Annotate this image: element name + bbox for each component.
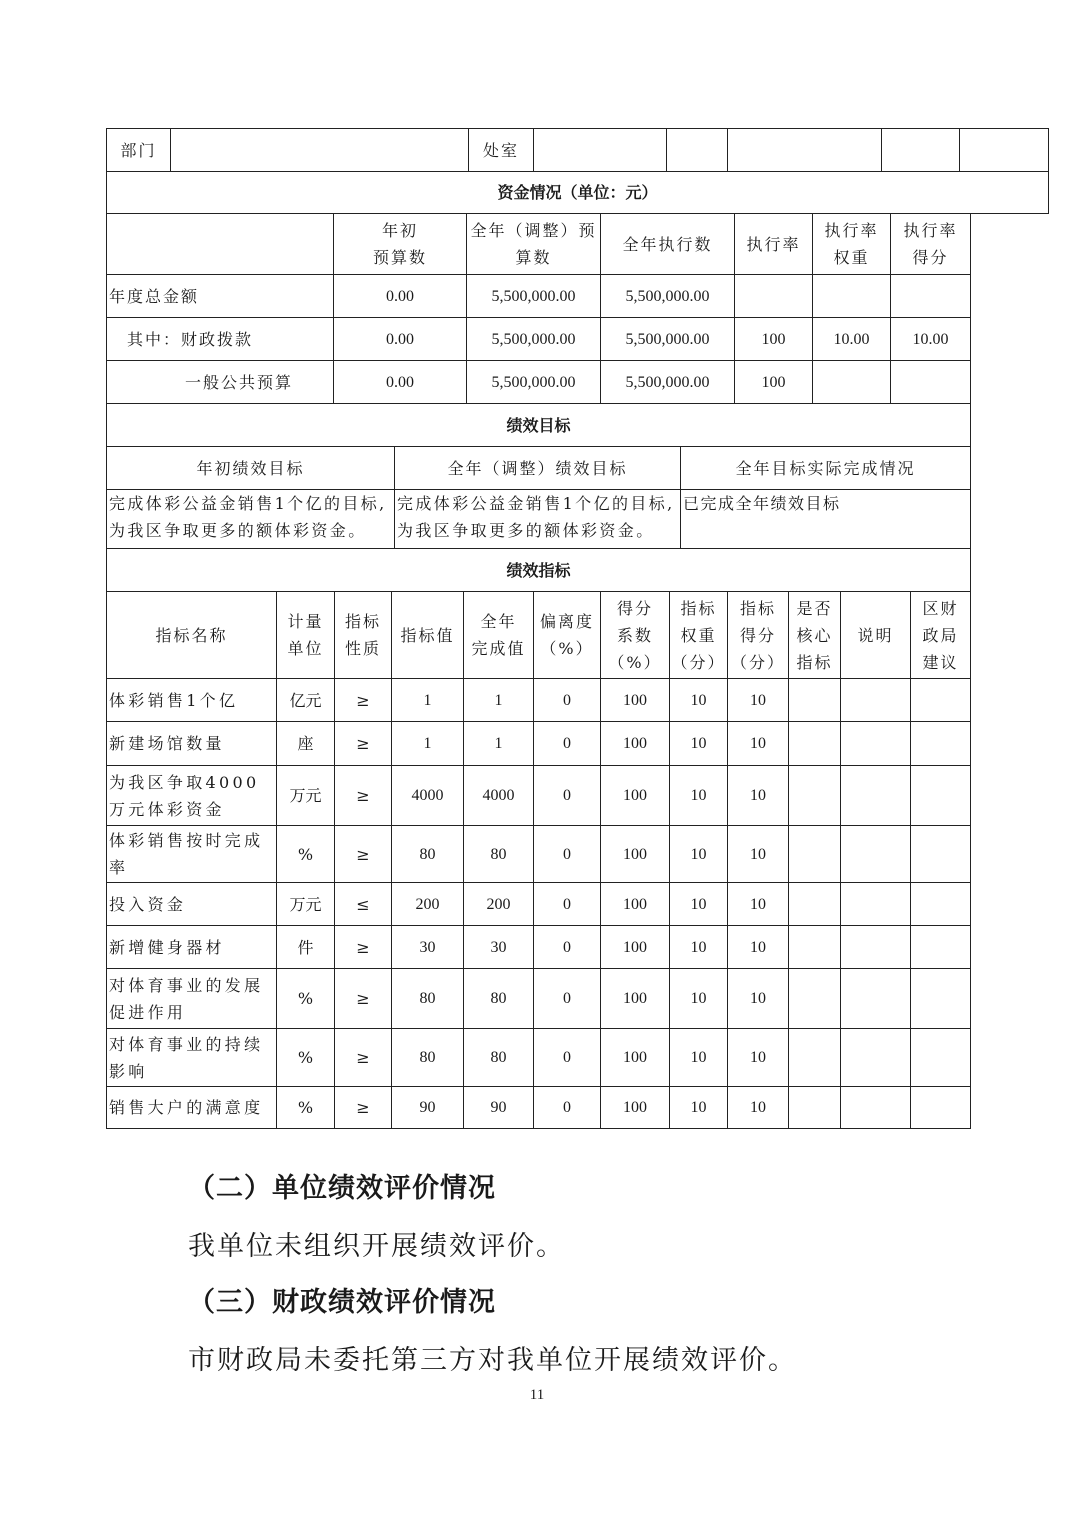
indicator-target: 90 [392, 1087, 464, 1129]
header-bureau: 区财 政局 建议 [911, 592, 971, 679]
indicator-note [841, 679, 911, 722]
indicator-actual: 80 [464, 826, 534, 883]
indicator-unit: 万元 [277, 883, 335, 926]
funds-executed: 5,500,000.00 [601, 361, 735, 404]
dept-label: 部门 [107, 129, 171, 172]
header-name: 指标名称 [107, 592, 277, 679]
indicator-nature: ≥ [335, 722, 392, 766]
indicator-coef: 100 [601, 883, 670, 926]
indicator-deviation: 0 [534, 883, 601, 926]
indicator-bureau [911, 926, 971, 969]
header-nature: 指标 性质 [335, 592, 392, 679]
indicator-unit: 件 [277, 926, 335, 969]
indicator-actual: 1 [464, 722, 534, 766]
indicator-actual: 200 [464, 883, 534, 926]
header-initial-budget: 年初 预算数 [334, 214, 467, 275]
goal-initial: 完成体彩公益金销售1个亿的目标,为我区争取更多的额体彩资金。 [107, 490, 395, 549]
indicator-target: 4000 [392, 766, 464, 826]
indicator-core [789, 1087, 841, 1129]
indicator-row [107, 722, 971, 766]
goal-header-adjusted: 全年（调整）绩效目标 [395, 447, 681, 490]
funds-weight [813, 275, 891, 318]
indicator-row [107, 766, 971, 826]
indicator-target: 80 [392, 826, 464, 883]
funds-header-blank [107, 214, 334, 275]
indicator-core [789, 679, 841, 722]
indicator-name: 为我区争取4000万元体彩资金 [107, 766, 277, 826]
funds-weight: 10.00 [813, 318, 891, 361]
indicator-weight: 10 [670, 969, 728, 1029]
indicator-name: 对体育事业的发展促进作用 [107, 969, 277, 1029]
indicator-bureau [911, 969, 971, 1029]
paragraph-unit-evaluation: 我单位未组织开展绩效评价。 [188, 1231, 565, 1262]
indicator-nature: ≥ [335, 679, 392, 722]
indicator-deviation: 0 [534, 766, 601, 826]
indicator-target: 30 [392, 926, 464, 969]
header-exec-rate-score: 执行率 得分 [891, 214, 971, 275]
goal-header-actual: 全年目标实际完成情况 [681, 447, 971, 490]
funds-weight [813, 361, 891, 404]
header-actual: 全年 完成值 [464, 592, 534, 679]
indicator-score: 10 [728, 826, 789, 883]
funds-row [107, 361, 971, 404]
indicator-deviation: 0 [534, 1029, 601, 1087]
indicator-unit: % [277, 969, 335, 1029]
indicator-unit: % [277, 1087, 335, 1129]
funds-table [106, 213, 971, 404]
funds-rate: 100 [735, 361, 813, 404]
funds-adjusted: 5,500,000.00 [467, 318, 601, 361]
indicator-actual: 4000 [464, 766, 534, 826]
indicator-actual: 80 [464, 1029, 534, 1087]
indicators-header-row [107, 592, 971, 679]
indicator-nature: ≥ [335, 969, 392, 1029]
indicators-body [107, 679, 971, 1129]
indicator-score: 10 [728, 969, 789, 1029]
indicator-score: 10 [728, 926, 789, 969]
header-core: 是否 核心 指标 [789, 592, 841, 679]
indicator-nature: ≥ [335, 1087, 392, 1129]
indicator-nature: ≤ [335, 883, 392, 926]
indicator-core [789, 883, 841, 926]
indicator-target: 1 [392, 679, 464, 722]
funds-score: 10.00 [891, 318, 971, 361]
indicator-nature: ≥ [335, 826, 392, 883]
blank-cell [882, 129, 960, 172]
header-note: 说明 [841, 592, 911, 679]
indicator-nature: ≥ [335, 1029, 392, 1087]
indicator-core [789, 1029, 841, 1087]
indicator-row [107, 883, 971, 926]
indicator-note [841, 883, 911, 926]
indicator-name: 销售大户的满意度 [107, 1087, 277, 1129]
indicator-actual: 1 [464, 679, 534, 722]
blank-cell [728, 129, 882, 172]
indicator-unit: 座 [277, 722, 335, 766]
indicator-note [841, 1029, 911, 1087]
paragraph-finance-evaluation: 市财政局未委托第三方对我单位开展绩效评价。 [188, 1345, 797, 1376]
funds-row-label: 一般公共预算 [107, 361, 334, 404]
indicator-note [841, 926, 911, 969]
indicator-bureau [911, 1087, 971, 1129]
indicator-weight: 10 [670, 883, 728, 926]
indicator-bureau [911, 883, 971, 926]
indicator-target: 80 [392, 1029, 464, 1087]
funds-row [107, 275, 971, 318]
funds-header-row [107, 214, 971, 275]
indicator-actual: 30 [464, 926, 534, 969]
indicator-note [841, 969, 911, 1029]
indicator-actual: 80 [464, 969, 534, 1029]
header-weight: 指标 权重 （分） [670, 592, 728, 679]
funds-rate: 100 [735, 318, 813, 361]
header-score: 指标 得分 （分） [728, 592, 789, 679]
indicator-core [789, 722, 841, 766]
indicator-unit: % [277, 826, 335, 883]
funds-initial: 0.00 [334, 275, 467, 318]
funds-row [107, 318, 971, 361]
indicator-target: 200 [392, 883, 464, 926]
indicator-coef: 100 [601, 826, 670, 883]
indicator-note [841, 826, 911, 883]
goals-section-title: 绩效目标 [107, 404, 971, 447]
indicator-core [789, 766, 841, 826]
section-heading-unit-evaluation: （二）单位绩效评价情况 [188, 1173, 496, 1204]
blank-cell [667, 129, 728, 172]
header-exec-rate: 执行率 [735, 214, 813, 275]
indicator-unit: 万元 [277, 766, 335, 826]
indicator-row [107, 1029, 971, 1087]
indicator-weight: 10 [670, 1029, 728, 1087]
office-label: 处室 [469, 129, 534, 172]
indicator-coef: 100 [601, 926, 670, 969]
indicator-bureau [911, 679, 971, 722]
indicator-weight: 10 [670, 1087, 728, 1129]
indicator-score: 10 [728, 679, 789, 722]
funds-adjusted: 5,500,000.00 [467, 361, 601, 404]
indicator-core [789, 969, 841, 1029]
page-number: 11 [529, 1387, 545, 1403]
indicator-name: 新建场馆数量 [107, 722, 277, 766]
indicator-score: 10 [728, 722, 789, 766]
indicator-deviation: 0 [534, 722, 601, 766]
indicator-unit: % [277, 1029, 335, 1087]
indicator-nature: ≥ [335, 926, 392, 969]
indicator-deviation: 0 [534, 969, 601, 1029]
indicator-name: 体彩销售按时完成率 [107, 826, 277, 883]
indicator-name: 投入资金 [107, 883, 277, 926]
indicator-row [107, 679, 971, 722]
goal-adjusted: 完成体彩公益金销售1个亿的目标,为我区争取更多的额体彩资金。 [395, 490, 681, 549]
indicator-core [789, 826, 841, 883]
header-adjusted-budget: 全年（调整）预算数 [467, 214, 601, 275]
indicator-name: 体彩销售1个亿 [107, 679, 277, 722]
indicator-bureau [911, 826, 971, 883]
funds-score [891, 275, 971, 318]
indicator-deviation: 0 [534, 1087, 601, 1129]
indicator-bureau [911, 722, 971, 766]
funds-score [891, 361, 971, 404]
funds-row-label: 其中：财政拨款 [107, 318, 334, 361]
indicators-table [106, 591, 971, 1129]
goal-actual: 已完成全年绩效目标 [681, 490, 971, 549]
section-heading-finance-evaluation: （三）财政绩效评价情况 [188, 1287, 496, 1318]
indicators-section-title: 绩效指标 [107, 549, 971, 592]
funds-goals-table [106, 128, 1049, 214]
header-coef: 得分 系数 （%） [601, 592, 670, 679]
indicator-coef: 100 [601, 969, 670, 1029]
funds-row-label: 年度总金额 [107, 275, 334, 318]
indicator-target: 80 [392, 969, 464, 1029]
goals-header-row [107, 447, 971, 490]
dept-value[interactable] [171, 129, 469, 172]
funds-adjusted: 5,500,000.00 [467, 275, 601, 318]
indicator-note [841, 722, 911, 766]
indicator-note [841, 766, 911, 826]
office-value[interactable] [534, 129, 667, 172]
funds-initial: 0.00 [334, 318, 467, 361]
indicator-deviation: 0 [534, 826, 601, 883]
indicator-weight: 10 [670, 926, 728, 969]
header-deviation: 偏离度 （%） [534, 592, 601, 679]
indicator-core [789, 926, 841, 969]
indicator-coef: 100 [601, 1029, 670, 1087]
indicator-weight: 10 [670, 679, 728, 722]
funds-rate [735, 275, 813, 318]
indicator-name: 对体育事业的持续影响 [107, 1029, 277, 1087]
indicator-unit: 亿元 [277, 679, 335, 722]
indicator-coef: 100 [601, 679, 670, 722]
indicator-coef: 100 [601, 722, 670, 766]
indicator-coef: 100 [601, 766, 670, 826]
indicator-row [107, 826, 971, 883]
indicator-bureau [911, 766, 971, 826]
indicator-deviation: 0 [534, 926, 601, 969]
header-executed: 全年执行数 [601, 214, 735, 275]
indicator-score: 10 [728, 883, 789, 926]
indicator-actual: 90 [464, 1087, 534, 1129]
header-unit: 计量 单位 [277, 592, 335, 679]
goal-header-initial: 年初绩效目标 [107, 447, 395, 490]
goals-value-row [107, 490, 971, 549]
indicator-score: 10 [728, 766, 789, 826]
blank-cell [960, 129, 1049, 172]
indicator-weight: 10 [670, 722, 728, 766]
indicator-target: 1 [392, 722, 464, 766]
indicator-score: 10 [728, 1087, 789, 1129]
indicator-weight: 10 [670, 826, 728, 883]
header-exec-rate-weight: 执行率 权重 [813, 214, 891, 275]
indicator-name: 新增健身器材 [107, 926, 277, 969]
indicator-note [841, 1087, 911, 1129]
funds-initial: 0.00 [334, 361, 467, 404]
indicator-nature: ≥ [335, 766, 392, 826]
indicator-bureau [911, 1029, 971, 1087]
funds-executed: 5,500,000.00 [601, 318, 735, 361]
goals-table [106, 403, 971, 592]
header-target: 指标值 [392, 592, 464, 679]
indicator-row [107, 1087, 971, 1129]
indicator-coef: 100 [601, 1087, 670, 1129]
indicator-deviation: 0 [534, 679, 601, 722]
indicator-score: 10 [728, 1029, 789, 1087]
dept-row [107, 129, 1049, 172]
indicator-weight: 10 [670, 766, 728, 826]
funds-section-title: 资金情况（单位：元） [107, 172, 1049, 214]
indicator-row [107, 926, 971, 969]
indicator-row [107, 969, 971, 1029]
funds-executed: 5,500,000.00 [601, 275, 735, 318]
